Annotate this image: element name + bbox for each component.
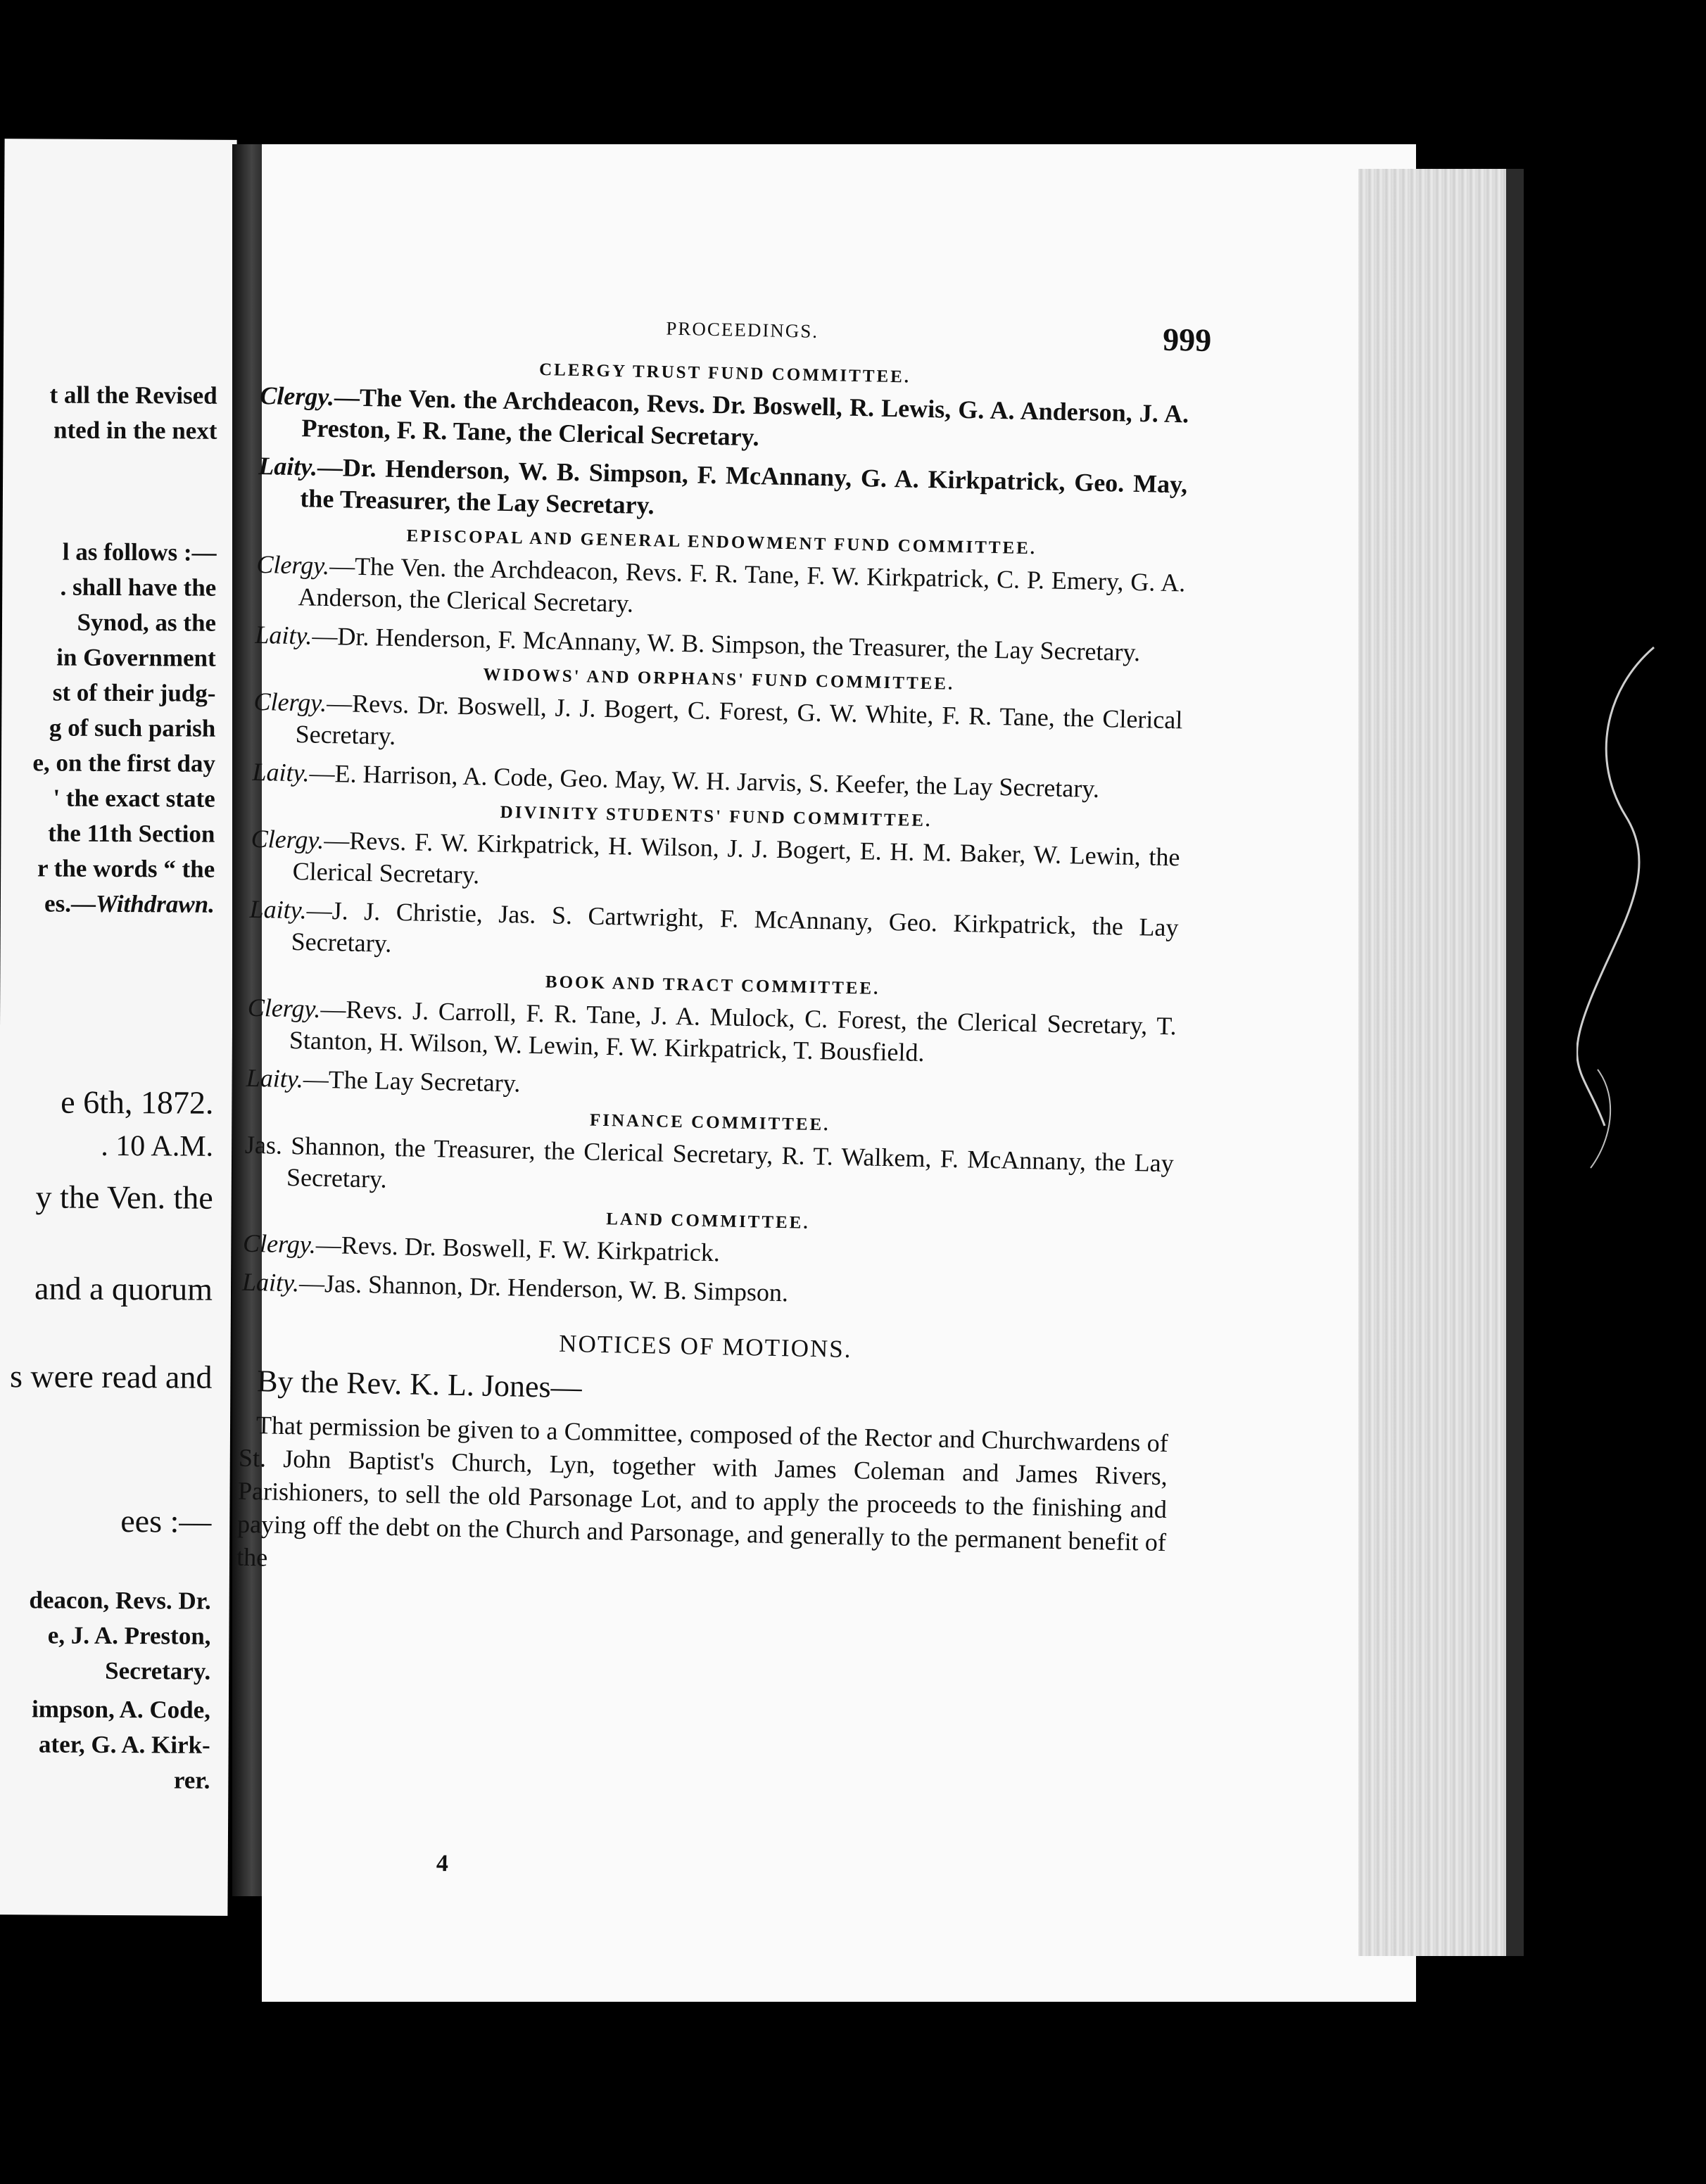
committee-entry	[250, 823, 1180, 905]
running-title: PROCEEDINGS.	[666, 317, 819, 342]
left-page-line: rer.	[173, 1766, 210, 1794]
committee-heading: LAND COMMITTEE.	[605, 1210, 810, 1233]
entry-label: Laity.	[241, 1267, 300, 1297]
motion-text: That permission be given to a Committee, composed of the Rector and Churchwardens of St. John Baptist's Church, Lyn, together with James Coleman and James Rivers, Parishioners, to sell the old Parsonage Lot, and to apply the proceeds to the finishing and paying off the debt on the Church and Parsonage, and generally to the permanent benefit of the	[236, 1411, 1169, 1572]
entry-label: Clergy.	[242, 1228, 317, 1259]
left-page-line: impson, A. Code,	[32, 1695, 211, 1724]
notices-heading: NOTICES OF MOTIONS.	[558, 1329, 852, 1364]
entry-label: Laity.	[255, 620, 312, 650]
entry-members: —Revs. Dr. Boswell, F. W. Kirkpatrick.	[315, 1230, 721, 1267]
signature-mark: 4	[436, 1850, 449, 1877]
entry-members: —The Ven. the Archdeacon, Revs. F. R. Tane, F. W. Kirkpatrick, C. P. Emery, G. A. Anderson, the Clerical Secretary.	[298, 552, 1186, 618]
left-page-line: y the Ven. the	[35, 1179, 213, 1216]
committee-heading: WIDOWS' AND ORPHANS' FUND COMMITTEE.	[483, 665, 955, 694]
committee-list	[242, 355, 1190, 1316]
entry-label: Laity.	[249, 894, 308, 925]
entry-members: —Revs. Dr. Boswell, J. J. Bogert, C. Forest, G. W. White, F. R. Tane, the Clerical Secretary.	[295, 688, 1183, 750]
entry-members: —J. J. Christie, Jas. S. Cartwright, F. McAnnany, Geo. Kirkpatrick, the Lay Secretary.	[291, 896, 1179, 958]
left-page-line: in Government	[56, 643, 216, 672]
stray-thread	[1577, 633, 1668, 1266]
left-page-line: Secretary.	[105, 1656, 211, 1685]
entry-members: —The Lay Secretary.	[303, 1065, 521, 1098]
entry-label: Clergy.	[251, 824, 324, 854]
committee-heading: FINANCE COMMITTEE.	[589, 1110, 830, 1135]
entry-label: Clergy.	[256, 550, 330, 580]
entry-members: —The Ven. the Archdeacon, Revs. Dr. Boswell, R. Lewis, G. A. Anderson, J. A. Preston, F. R. Tane, the Clerical Secretary.	[301, 383, 1189, 452]
left-page-line: e 6th, 1872.	[61, 1084, 214, 1121]
entry-label: Laity.	[252, 757, 310, 787]
left-page-line: . 10 A.M.	[101, 1129, 214, 1163]
committee-entry	[248, 894, 1179, 975]
left-page-line: e, on the first day	[32, 749, 216, 777]
left-page-line: Synod, as the	[77, 608, 217, 637]
entry-members: —E. Harrison, A. Code, Geo. May, W. H. Jarvis, S. Keefer, the Lay Secretary.	[309, 758, 1100, 804]
motion-mover: By the Rev. K. L. Jones—	[256, 1364, 583, 1405]
left-page-line: t all the Revised	[49, 381, 217, 410]
left-page-line: deacon, Revs. Dr.	[29, 1586, 211, 1615]
left-page-line: ater, G. A. Kirk-	[38, 1730, 210, 1759]
edge-shadow	[1506, 169, 1524, 1956]
committee-heading: EPISCOPAL AND GENERAL ENDOWMENT FUND COMMITTEE.	[406, 526, 1037, 559]
page-body	[236, 303, 1212, 1592]
left-page-line: s were read and	[9, 1358, 213, 1395]
entry-label: Laity.	[258, 451, 318, 481]
left-page-line: the 11th Section	[48, 819, 215, 848]
entry-label: Clergy.	[247, 993, 321, 1023]
left-page-line: and a quorum	[34, 1270, 213, 1307]
committee-entry	[255, 549, 1186, 630]
entry-members: —Dr. Henderson, W. B. Simpson, F. McAnnany, G. A. Kirkpatrick, Geo. May, the Treasurer, the Lay Secretary.	[300, 452, 1188, 520]
entry-label: Clergy.	[259, 381, 335, 412]
left-page-line: e, J. A. Preston,	[47, 1621, 211, 1650]
left-page-line: l as follows :—	[62, 538, 217, 566]
committee-entry	[258, 450, 1188, 532]
left-page-line: . shall have the	[60, 573, 217, 602]
left-page-line: ' the exact state	[53, 784, 215, 813]
committee-entry	[244, 1129, 1175, 1211]
entry-label: Laity.	[246, 1063, 304, 1093]
entry-label: Clergy.	[253, 687, 327, 717]
committee-entry	[247, 992, 1177, 1074]
entry-members: Jas. Shannon, the Treasurer, the Clerical Secretary, R. T. Walkem, F. McAnnany, the Lay Secretary.	[244, 1130, 1175, 1193]
page-edges	[1358, 169, 1524, 1956]
left-page-line: es.—Withdrawn.	[44, 889, 215, 918]
left-page-line: nted in the next	[53, 416, 217, 445]
committee-heading: BOOK AND TRACT COMMITTEE.	[545, 972, 880, 998]
entry-members: —Revs. F. W. Kirkpatrick, H. Wilson, J. J. Bogert, E. H. M. Baker, W. Lewin, the Clerical Secretary.	[292, 825, 1180, 889]
left-page-line: ees :—	[120, 1503, 212, 1539]
committee-entry	[259, 380, 1189, 462]
left-facing-page	[0, 139, 237, 1916]
entry-members: —Dr. Henderson, F. McAnnany, W. B. Simpson, the Treasurer, the Lay Secretary.	[312, 621, 1141, 667]
left-page-line: r the words “ the	[37, 854, 215, 883]
entry-members: —Revs. J. Carroll, F. R. Tane, J. A. Mulock, C. Forest, the Clerical Secretary, T. Stanton, H. Wilson, W. Lewin, F. W. Kirkpatrick, T. Bousfield.	[289, 994, 1177, 1067]
committee-heading: CLERGY TRUST FUND COMMITTEE.	[538, 360, 911, 387]
committee-heading: DIVINITY STUDENTS' FUND COMMITTEE.	[500, 802, 933, 831]
page-number: 999	[1162, 321, 1212, 359]
left-page-line: st of their judg-	[52, 678, 216, 707]
entry-members: —Jas. Shannon, Dr. Henderson, W. B. Simpson.	[298, 1269, 789, 1307]
left-page-line: g of such parish	[49, 713, 216, 742]
committee-entry	[253, 686, 1183, 768]
